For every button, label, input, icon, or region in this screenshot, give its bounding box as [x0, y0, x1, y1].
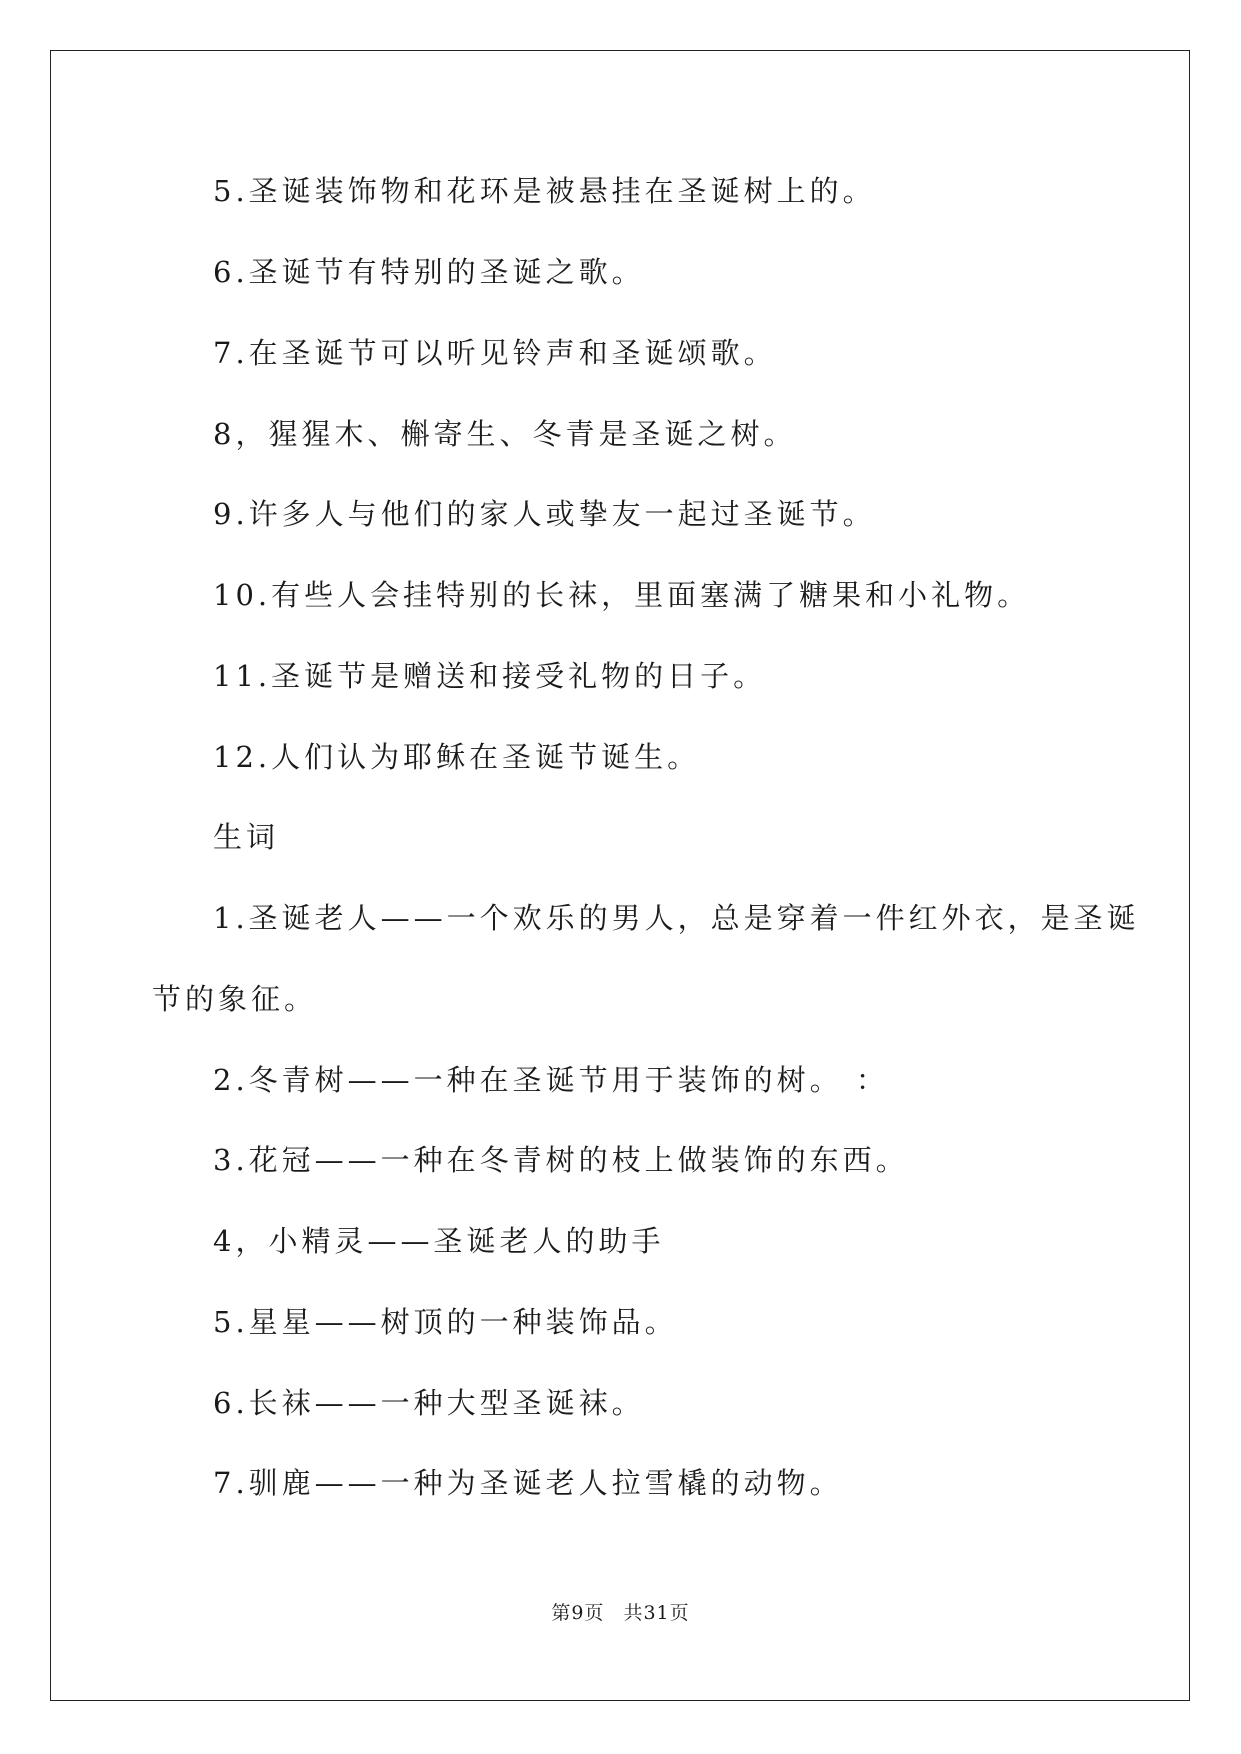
paragraph: 8，猩猩木、槲寄生、冬青是圣诞之树。 [213, 417, 797, 451]
paragraph: 11.圣诞节是赠送和接受礼物的日子。 [213, 659, 767, 693]
paragraph: 2.冬青树——一种在圣诞节用于装饰的树。 ： [213, 1063, 889, 1097]
paragraph: 7.驯鹿——一种为圣诞老人拉雪橇的动物。 [213, 1466, 843, 1500]
paragraph: 10.有些人会挂特别的长袜，里面塞满了糖果和小礼物。 [213, 578, 1031, 612]
paragraph: 5.星星——树顶的一种装饰品。 [213, 1305, 678, 1339]
paragraph: 12.人们认为耶稣在圣诞节诞生。 [213, 740, 701, 774]
section-heading: 生词 [213, 820, 280, 854]
paragraph: 6.长袜——一种大型圣诞袜。 [213, 1386, 645, 1420]
paragraph-continuation: 节的象征。 [152, 982, 318, 1016]
paragraph: 4，小精灵——圣诞老人的助手 [213, 1224, 665, 1258]
paragraph: 1.圣诞老人——一个欢乐的男人，总是穿着一件红外衣，是圣诞 [213, 901, 1140, 935]
paragraph: 5.圣诞装饰物和花环是被悬挂在圣诞树上的。 [213, 174, 876, 208]
paragraph: 6.圣诞节有特别的圣诞之歌。 [213, 255, 645, 289]
paragraph: 9.许多人与他们的家人或挚友一起过圣诞节。 [213, 497, 876, 531]
paragraph: 3.花冠——一种在冬青树的枝上做装饰的东西。 [213, 1143, 909, 1177]
page-number: 第9页 [551, 1602, 605, 1624]
page-total: 共31页 [623, 1602, 690, 1624]
paragraph: 7.在圣诞节可以听见铃声和圣诞颂歌。 [213, 336, 777, 370]
page-footer [0, 1598, 1241, 1625]
